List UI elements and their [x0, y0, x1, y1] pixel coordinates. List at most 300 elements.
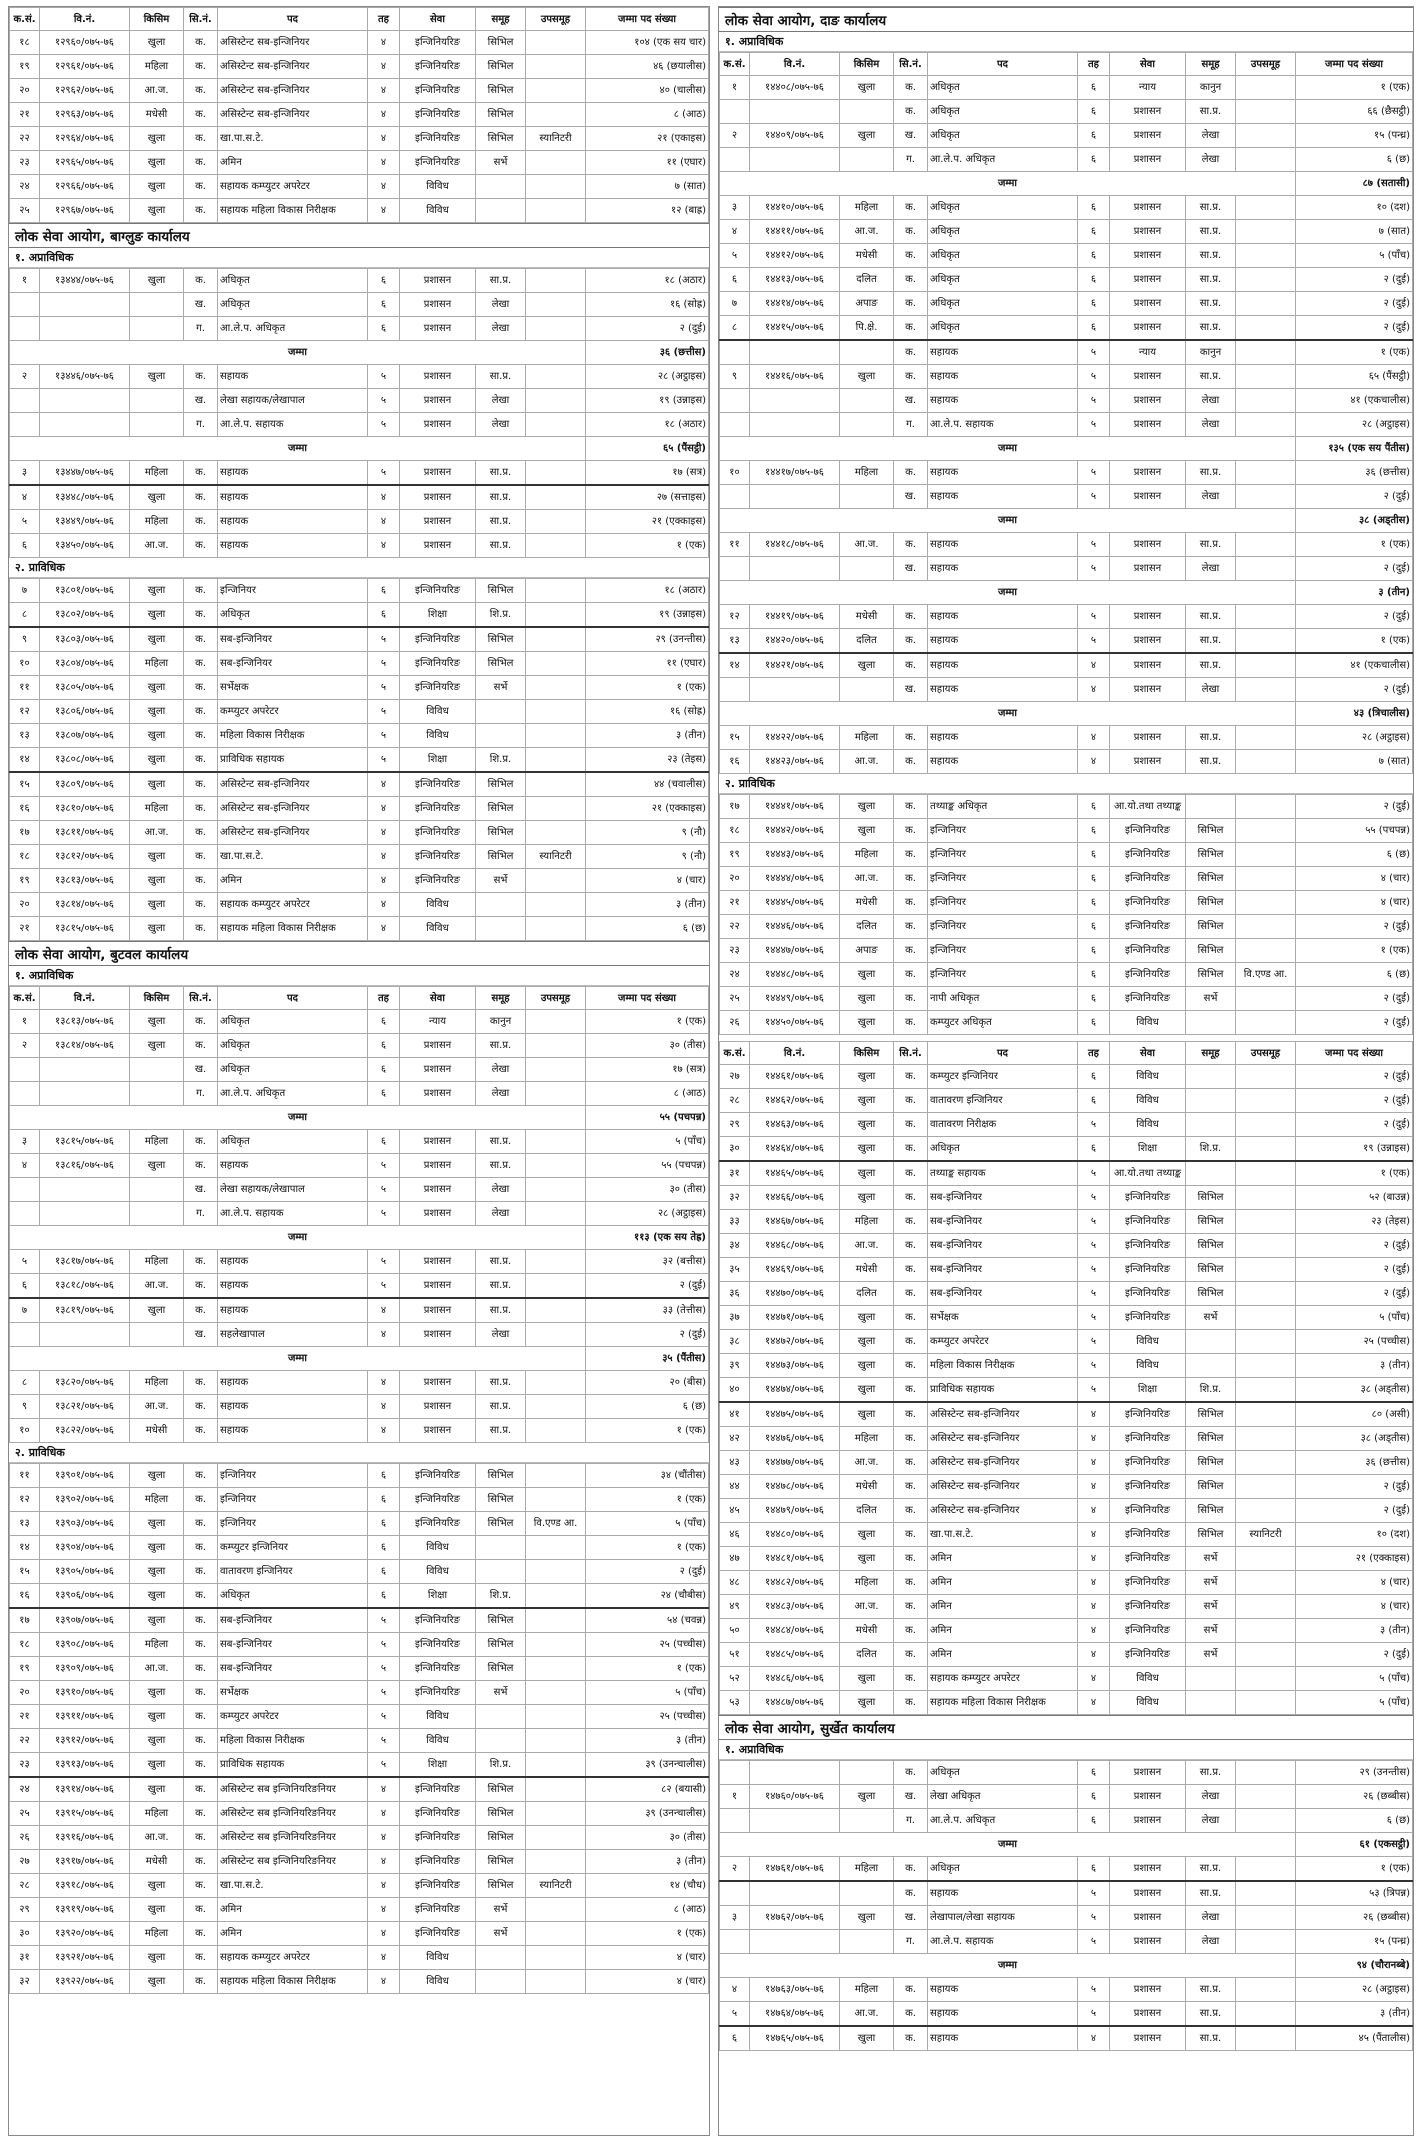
cell-v: १४४७७/०७५-७६	[750, 1451, 840, 1475]
cell-n: २३	[720, 939, 750, 963]
cell-n	[10, 413, 40, 437]
cell-sv: प्रशासन	[1110, 1761, 1186, 1785]
cell-k: दलित	[840, 1643, 894, 1667]
cell-g: लेखा	[476, 1058, 526, 1082]
table-row	[720, 1499, 1413, 1523]
total-row	[10, 1226, 709, 1250]
cell-v: १४७६५/०७५-७६	[750, 2026, 840, 2051]
cell-u	[1236, 1137, 1296, 1162]
cell-u	[1236, 1499, 1296, 1523]
cell-v	[40, 1082, 130, 1106]
cell-k	[840, 1881, 894, 1906]
cell-v: १२९६०/०७५-७६	[40, 31, 130, 55]
cell-v: १३४४४/०७५-७६	[40, 269, 130, 293]
cell-j: ४ (चार)	[586, 1946, 709, 1970]
cell-sv: इन्जिनियरिङ	[1110, 1258, 1186, 1282]
cell-p: इन्जिनियर	[928, 867, 1078, 891]
cell-v: १३९०१/०७५-७६	[40, 1464, 130, 1488]
table-row	[10, 1178, 709, 1202]
cell-sv: इन्जिनियरिङ	[400, 797, 476, 821]
cell-j: २ (दुई)	[586, 317, 709, 341]
cell-n: २३	[10, 151, 40, 175]
cell-sv: इन्जिनियरिङ	[400, 772, 476, 797]
cell-p: खा.पा.स.टे.	[218, 1874, 368, 1898]
table-row	[10, 1970, 709, 1994]
cell-j: ५४ (चवन्न)	[586, 1608, 709, 1633]
cell-n	[10, 389, 40, 413]
cell-sv: इन्जिनियरिङ	[400, 1464, 476, 1488]
cell-s: क.	[894, 891, 928, 915]
cell-g: सर्भे	[1186, 1547, 1236, 1571]
cell-n: ३९	[720, 1354, 750, 1378]
cell-u	[1236, 389, 1296, 413]
cell-t: ५	[368, 1250, 400, 1274]
cell-s: क.	[894, 1089, 928, 1113]
cell-t: ४	[368, 1970, 400, 1994]
column-header: पद	[218, 987, 368, 1010]
cell-j: १८ (अठार)	[586, 413, 709, 437]
cell-j: ३३ (तेत्तीस)	[586, 1298, 709, 1323]
cell-v: १३८०४/०७५-७६	[40, 652, 130, 676]
cell-v: १३८१३/०७५-७६	[40, 869, 130, 893]
table-row	[10, 1058, 709, 1082]
cell-v: १३८०३/०७५-७६	[40, 627, 130, 652]
table-row	[10, 1010, 709, 1034]
cell-u	[1236, 1161, 1296, 1186]
cell-j: २ (दुई)	[1296, 1499, 1413, 1523]
cell-s: क.	[184, 127, 218, 151]
cell-s: क.	[894, 629, 928, 654]
cell-n	[10, 1323, 40, 1347]
cell-j: ३९ (उनन्चालीस)	[586, 1802, 709, 1826]
cell-g: लेखा	[1186, 148, 1236, 172]
cell-t: ५	[368, 724, 400, 748]
cell-u	[526, 652, 586, 676]
cell-s: ग.	[184, 317, 218, 341]
cell-sv: प्रशासन	[1110, 605, 1186, 629]
cell-j: ८ (आठ)	[586, 1082, 709, 1106]
cell-u	[526, 1010, 586, 1034]
cell-g: लेखा	[1186, 1785, 1236, 1809]
cell-p: असिस्टेन्ट सब-इन्जिनियर	[218, 79, 368, 103]
cell-sv: विविध	[400, 1946, 476, 1970]
table-row	[720, 963, 1413, 987]
cell-k: खुला	[130, 772, 184, 797]
cell-k: महिला	[130, 652, 184, 676]
cell-k: दलित	[840, 268, 894, 292]
cell-j: ३८ (अड्तीस)	[1296, 1378, 1413, 1403]
cell-u	[526, 869, 586, 893]
cell-t: ४	[1078, 1499, 1110, 1523]
cell-p: अधिकृत	[218, 1058, 368, 1082]
cell-sv: इन्जिनियरिङ	[400, 1802, 476, 1826]
cell-sv: इन्जिनियरिङ	[1110, 1451, 1186, 1475]
cell-p: कम्प्युटर अधिकृत	[928, 1011, 1078, 1035]
cell-v: १४४६९/०७५-७६	[750, 1258, 840, 1282]
cell-t: ६	[368, 1584, 400, 1609]
cell-u	[1236, 413, 1296, 437]
cell-v: १४४६५/०७५-७६	[750, 1161, 840, 1186]
cell-s: क.	[184, 1729, 218, 1753]
cell-t: ५	[368, 1729, 400, 1753]
cell-t: ४	[368, 869, 400, 893]
table-row	[720, 1137, 1413, 1162]
cell-u	[1236, 1427, 1296, 1451]
cell-n: ६	[720, 2026, 750, 2051]
cell-u	[526, 1946, 586, 1970]
cell-n: ६	[10, 1274, 40, 1299]
cell-g: शि.प्र.	[1186, 1378, 1236, 1403]
cell-n: ३	[720, 1906, 750, 1930]
cell-sv: इन्जिनियरिङ	[400, 1922, 476, 1946]
cell-k: महिला	[130, 55, 184, 79]
cell-sv: प्रशासन	[1110, 1857, 1186, 1882]
cell-p: आ.ले.प. अधिकृत	[218, 317, 368, 341]
cell-k: खुला	[130, 1874, 184, 1898]
cell-u	[526, 1753, 586, 1778]
cell-p: असिस्टेन्ट सब-इन्जिनियर	[928, 1402, 1078, 1427]
table-row	[10, 579, 709, 603]
cell-u	[526, 413, 586, 437]
cell-v: १४४६१/०७५-७६	[750, 1065, 840, 1089]
cell-sv: इन्जिनियरिङ	[1110, 1210, 1186, 1234]
cell-u	[1236, 220, 1296, 244]
cell-n: १५	[720, 726, 750, 750]
cell-k	[840, 557, 894, 581]
table-row	[720, 124, 1413, 148]
table-row	[10, 31, 709, 55]
cell-u	[526, 1850, 586, 1874]
cell-sv: आ.यो.तथा तथ्याङ्क	[1110, 795, 1186, 819]
posts-table	[719, 794, 1413, 1035]
cell-g: लेखा	[476, 293, 526, 317]
cell-k	[840, 485, 894, 509]
cell-g: सा.प्र.	[1186, 1881, 1236, 1906]
posts-table	[9, 578, 709, 941]
cell-p: प्राविधिक सहायक	[928, 1378, 1078, 1403]
table-row	[720, 939, 1413, 963]
cell-sv: इन्जिनियरिङ	[1110, 915, 1186, 939]
cell-k: खुला	[840, 1402, 894, 1427]
cell-g: शि.प्र.	[1186, 1137, 1236, 1162]
column-header: तह	[368, 8, 400, 31]
cell-p: अधिकृत	[928, 1857, 1078, 1882]
cell-k: खुला	[130, 1464, 184, 1488]
table-row	[720, 196, 1413, 220]
table-row	[10, 1488, 709, 1512]
cell-s: क.	[894, 1595, 928, 1619]
cell-g	[476, 1970, 526, 1994]
cell-k: महिला	[130, 1130, 184, 1154]
cell-u	[526, 1705, 586, 1729]
cell-p: कम्प्युटर अपरेटर	[218, 700, 368, 724]
cell-j: २९ (उनन्तीस)	[586, 627, 709, 652]
cell-k: आ.ज.	[130, 1274, 184, 1299]
total-label: जम्मा	[720, 1954, 1296, 1978]
posts-table	[9, 1463, 709, 1994]
cell-g: सिभिल	[476, 627, 526, 652]
cell-g: लेखा	[476, 317, 526, 341]
cell-sv: विविध	[400, 199, 476, 223]
cell-j: ३० (तीस)	[586, 1826, 709, 1850]
cell-v	[40, 293, 130, 317]
cell-g: कानुन	[476, 1010, 526, 1034]
cell-t: ५	[1078, 1306, 1110, 1330]
cell-u	[1236, 1330, 1296, 1354]
cell-k: खुला	[130, 175, 184, 199]
cell-k: मधेसी	[840, 1258, 894, 1282]
cell-k	[840, 1809, 894, 1833]
cell-sv: इन्जिनियरिङ	[400, 1777, 476, 1802]
section-subtitle: २. प्राविधिक	[719, 774, 1413, 794]
cell-k: खुला	[130, 676, 184, 700]
cell-p: सब-इन्जिनियर	[218, 1633, 368, 1657]
cell-k: खुला	[130, 269, 184, 293]
cell-u	[526, 461, 586, 486]
cell-g: सा.प्र.	[1186, 1857, 1236, 1882]
cell-g	[1186, 1330, 1236, 1354]
cell-p: अधिकृत	[218, 1130, 368, 1154]
cell-u	[1236, 461, 1296, 485]
cell-g	[1186, 1065, 1236, 1089]
cell-p: कम्प्युटर इन्जिनियर	[928, 1065, 1078, 1089]
cell-p: असिस्टेन्ट सब-इन्जिनियर	[218, 103, 368, 127]
cell-sv: प्रशासन	[400, 1419, 476, 1443]
table-row	[720, 1234, 1413, 1258]
cell-u	[1236, 1667, 1296, 1691]
cell-u	[526, 700, 586, 724]
cell-n: २१	[10, 103, 40, 127]
cell-j: ४ (चार)	[1296, 1571, 1413, 1595]
cell-j: १ (एक)	[586, 1657, 709, 1681]
column-header: किसिम	[840, 53, 894, 76]
cell-g: सर्भे	[1186, 1643, 1236, 1667]
cell-s: क.	[894, 292, 928, 316]
cell-g: लेखा	[476, 1178, 526, 1202]
table-row	[10, 1560, 709, 1584]
cell-t: ६	[1078, 1089, 1110, 1113]
cell-u	[1236, 1785, 1296, 1809]
cell-u	[526, 1323, 586, 1347]
cell-k: खुला	[130, 1753, 184, 1778]
table-row	[10, 1274, 709, 1299]
cell-p: आ.ले.प. अधिकृत	[928, 1809, 1078, 1833]
total-value: ६१ (एकसट्ठी)	[1296, 1833, 1413, 1857]
cell-sv: प्रशासन	[1110, 1978, 1186, 2002]
cell-v	[750, 557, 840, 581]
cell-p: सहायक	[928, 533, 1078, 557]
cell-j: २ (दुई)	[1296, 485, 1413, 509]
cell-k: खुला	[840, 1161, 894, 1186]
cell-sv: प्रशासन	[1110, 1809, 1186, 1833]
table-row	[10, 534, 709, 558]
cell-n: १२	[720, 605, 750, 629]
table-row	[10, 1536, 709, 1560]
cell-t: ६	[1078, 124, 1110, 148]
cell-p: सहायक महिला विकास निरीक्षक	[218, 199, 368, 223]
cell-t: ४	[368, 1802, 400, 1826]
cell-p: सहायक	[218, 1371, 368, 1395]
cell-t: ६	[368, 1010, 400, 1034]
cell-u	[526, 1464, 586, 1488]
cell-j: ६५ (पैंसट्ठी)	[1296, 365, 1413, 389]
cell-k: खुला	[130, 917, 184, 941]
table-row	[10, 413, 709, 437]
cell-u	[1236, 1113, 1296, 1137]
cell-v: १३८१४/०७५-७६	[40, 1034, 130, 1058]
cell-p: सर्भेक्षक	[218, 676, 368, 700]
cell-p: सहायक	[928, 750, 1078, 774]
cell-p: आ.ले.प. अधिकृत	[218, 1082, 368, 1106]
cell-k	[840, 148, 894, 172]
cell-j: १६ (सोह्र)	[586, 293, 709, 317]
cell-j: ५ (पाँच)	[586, 1681, 709, 1705]
table-row	[10, 1874, 709, 1898]
cell-g: सा.प्र.	[1186, 196, 1236, 220]
table-row	[720, 2002, 1413, 2027]
cell-n: ११	[720, 533, 750, 557]
cell-s: क.	[184, 1298, 218, 1323]
table-row	[720, 629, 1413, 654]
cell-v: १४४१०/०७५-७६	[750, 196, 840, 220]
cell-n	[10, 1058, 40, 1082]
cell-p: सहायक	[218, 1154, 368, 1178]
cell-j: १ (एक)	[586, 1536, 709, 1560]
cell-v: १३८१९/०७५-७६	[40, 1298, 130, 1323]
cell-n: १९	[10, 55, 40, 79]
table-row	[10, 700, 709, 724]
cell-sv: प्रशासन	[400, 317, 476, 341]
cell-t: ४	[1078, 1451, 1110, 1475]
cell-sv: इन्जिनियरिङ	[400, 1850, 476, 1874]
cell-sv: इन्जिनियरिङ	[400, 1488, 476, 1512]
cell-s: क.	[184, 700, 218, 724]
table-row	[720, 2026, 1413, 2051]
cell-v: १४४१५/०७५-७६	[750, 316, 840, 341]
column-header: पद	[218, 8, 368, 31]
table-row	[10, 1034, 709, 1058]
cell-n: २५	[720, 987, 750, 1011]
cell-u	[526, 317, 586, 341]
cell-g: सिभिल	[1186, 819, 1236, 843]
cell-u	[1236, 124, 1296, 148]
cell-u	[1236, 1475, 1296, 1499]
cell-u	[1236, 1234, 1296, 1258]
cell-t: ६	[368, 1560, 400, 1584]
table-row	[720, 1210, 1413, 1234]
column-header: क.सं.	[720, 53, 750, 76]
cell-p: अमिन	[218, 869, 368, 893]
cell-v: १३९१६/०७५-७६	[40, 1826, 130, 1850]
cell-t: ६	[368, 293, 400, 317]
cell-s: क.	[894, 196, 928, 220]
cell-k: दलित	[840, 1499, 894, 1523]
cell-g: सिभिल	[1186, 1282, 1236, 1306]
cell-j: १ (एक)	[586, 676, 709, 700]
cell-s: क.	[894, 963, 928, 987]
cell-g: सा.प्र.	[476, 1371, 526, 1395]
cell-n	[720, 557, 750, 581]
cell-p: सहायक	[218, 1250, 368, 1274]
cell-p: असिस्टेन्ट सब-इन्जिनियर	[218, 55, 368, 79]
table-row	[10, 1705, 709, 1729]
cell-k: खुला	[840, 1065, 894, 1089]
cell-sv: विविध	[1110, 1691, 1186, 1715]
cell-s: क.	[894, 461, 928, 485]
table-row	[10, 652, 709, 676]
cell-t: ४	[1078, 750, 1110, 774]
cell-v: १३८१६/०७५-७६	[40, 1154, 130, 1178]
cell-p: सहायक कम्प्युटर अपरेटर	[928, 1667, 1078, 1691]
cell-p: असिस्टेन्ट सब-इन्जिनियर	[928, 1427, 1078, 1451]
column-header: तह	[1078, 53, 1110, 76]
cell-t: ६	[368, 269, 400, 293]
cell-j: ५३ (त्रिपन्न)	[1296, 1881, 1413, 1906]
cell-v: १४४२१/०७५-७६	[750, 653, 840, 678]
cell-u: वि.एण्ड आ.	[1236, 963, 1296, 987]
total-value: ५५ (पचपन्न)	[586, 1106, 709, 1130]
cell-t: ४	[368, 821, 400, 845]
total-row	[10, 437, 709, 461]
cell-t: ६	[368, 579, 400, 603]
cell-s: क.	[184, 103, 218, 127]
cell-j: ६ (छ)	[1296, 843, 1413, 867]
cell-v: १३९१२/०७५-७६	[40, 1729, 130, 1753]
cell-v: १३४४९/०७५-७६	[40, 510, 130, 534]
cell-s: क.	[184, 1826, 218, 1850]
table-row	[720, 100, 1413, 124]
cell-p: सहायक	[218, 1274, 368, 1299]
cell-k: खुला	[840, 365, 894, 389]
cell-j: ३६ (छत्तीस)	[1296, 1451, 1413, 1475]
cell-s: क.	[184, 1777, 218, 1802]
column-header: किसिम	[130, 8, 184, 31]
cell-u	[1236, 1619, 1296, 1643]
cell-k: खुला	[130, 700, 184, 724]
cell-u	[526, 1584, 586, 1609]
cell-sv: प्रशासन	[1110, 678, 1186, 702]
cell-k: मधेसी	[840, 1619, 894, 1643]
table-row	[10, 1250, 709, 1274]
column-header: वि.नं.	[750, 1042, 840, 1065]
cell-j: २८ (अट्ठाइस)	[1296, 1978, 1413, 2002]
cell-k	[130, 293, 184, 317]
cell-p: इन्जिनियर	[218, 1512, 368, 1536]
cell-v: १३९०७/०७५-७६	[40, 1608, 130, 1633]
table-row	[720, 244, 1413, 268]
cell-sv: शिक्षा	[1110, 1378, 1186, 1403]
cell-p: असिस्टेन्ट सब-इन्जिनियर	[928, 1451, 1078, 1475]
cell-p: सहलेखापाल	[218, 1323, 368, 1347]
cell-v: १३९०३/०७५-७६	[40, 1512, 130, 1536]
cell-g: लेखा	[1186, 389, 1236, 413]
table-row	[720, 1691, 1413, 1715]
cell-k: खुला	[840, 1354, 894, 1378]
cell-k: आ.ज.	[840, 867, 894, 891]
cell-t: ५	[368, 1705, 400, 1729]
cell-k: खुला	[840, 1011, 894, 1035]
cell-n: ५२	[720, 1667, 750, 1691]
cell-k: खुला	[840, 2026, 894, 2051]
cell-n: ४	[720, 1978, 750, 2002]
cell-sv: विविध	[400, 700, 476, 724]
cell-s: क.	[894, 100, 928, 124]
cell-j: ३९ (उनन्चालीस)	[586, 1753, 709, 1778]
cell-n: ४२	[720, 1427, 750, 1451]
cell-sv: प्रशासन	[400, 1154, 476, 1178]
cell-u	[1236, 1930, 1296, 1954]
cell-s: क.	[894, 1857, 928, 1882]
